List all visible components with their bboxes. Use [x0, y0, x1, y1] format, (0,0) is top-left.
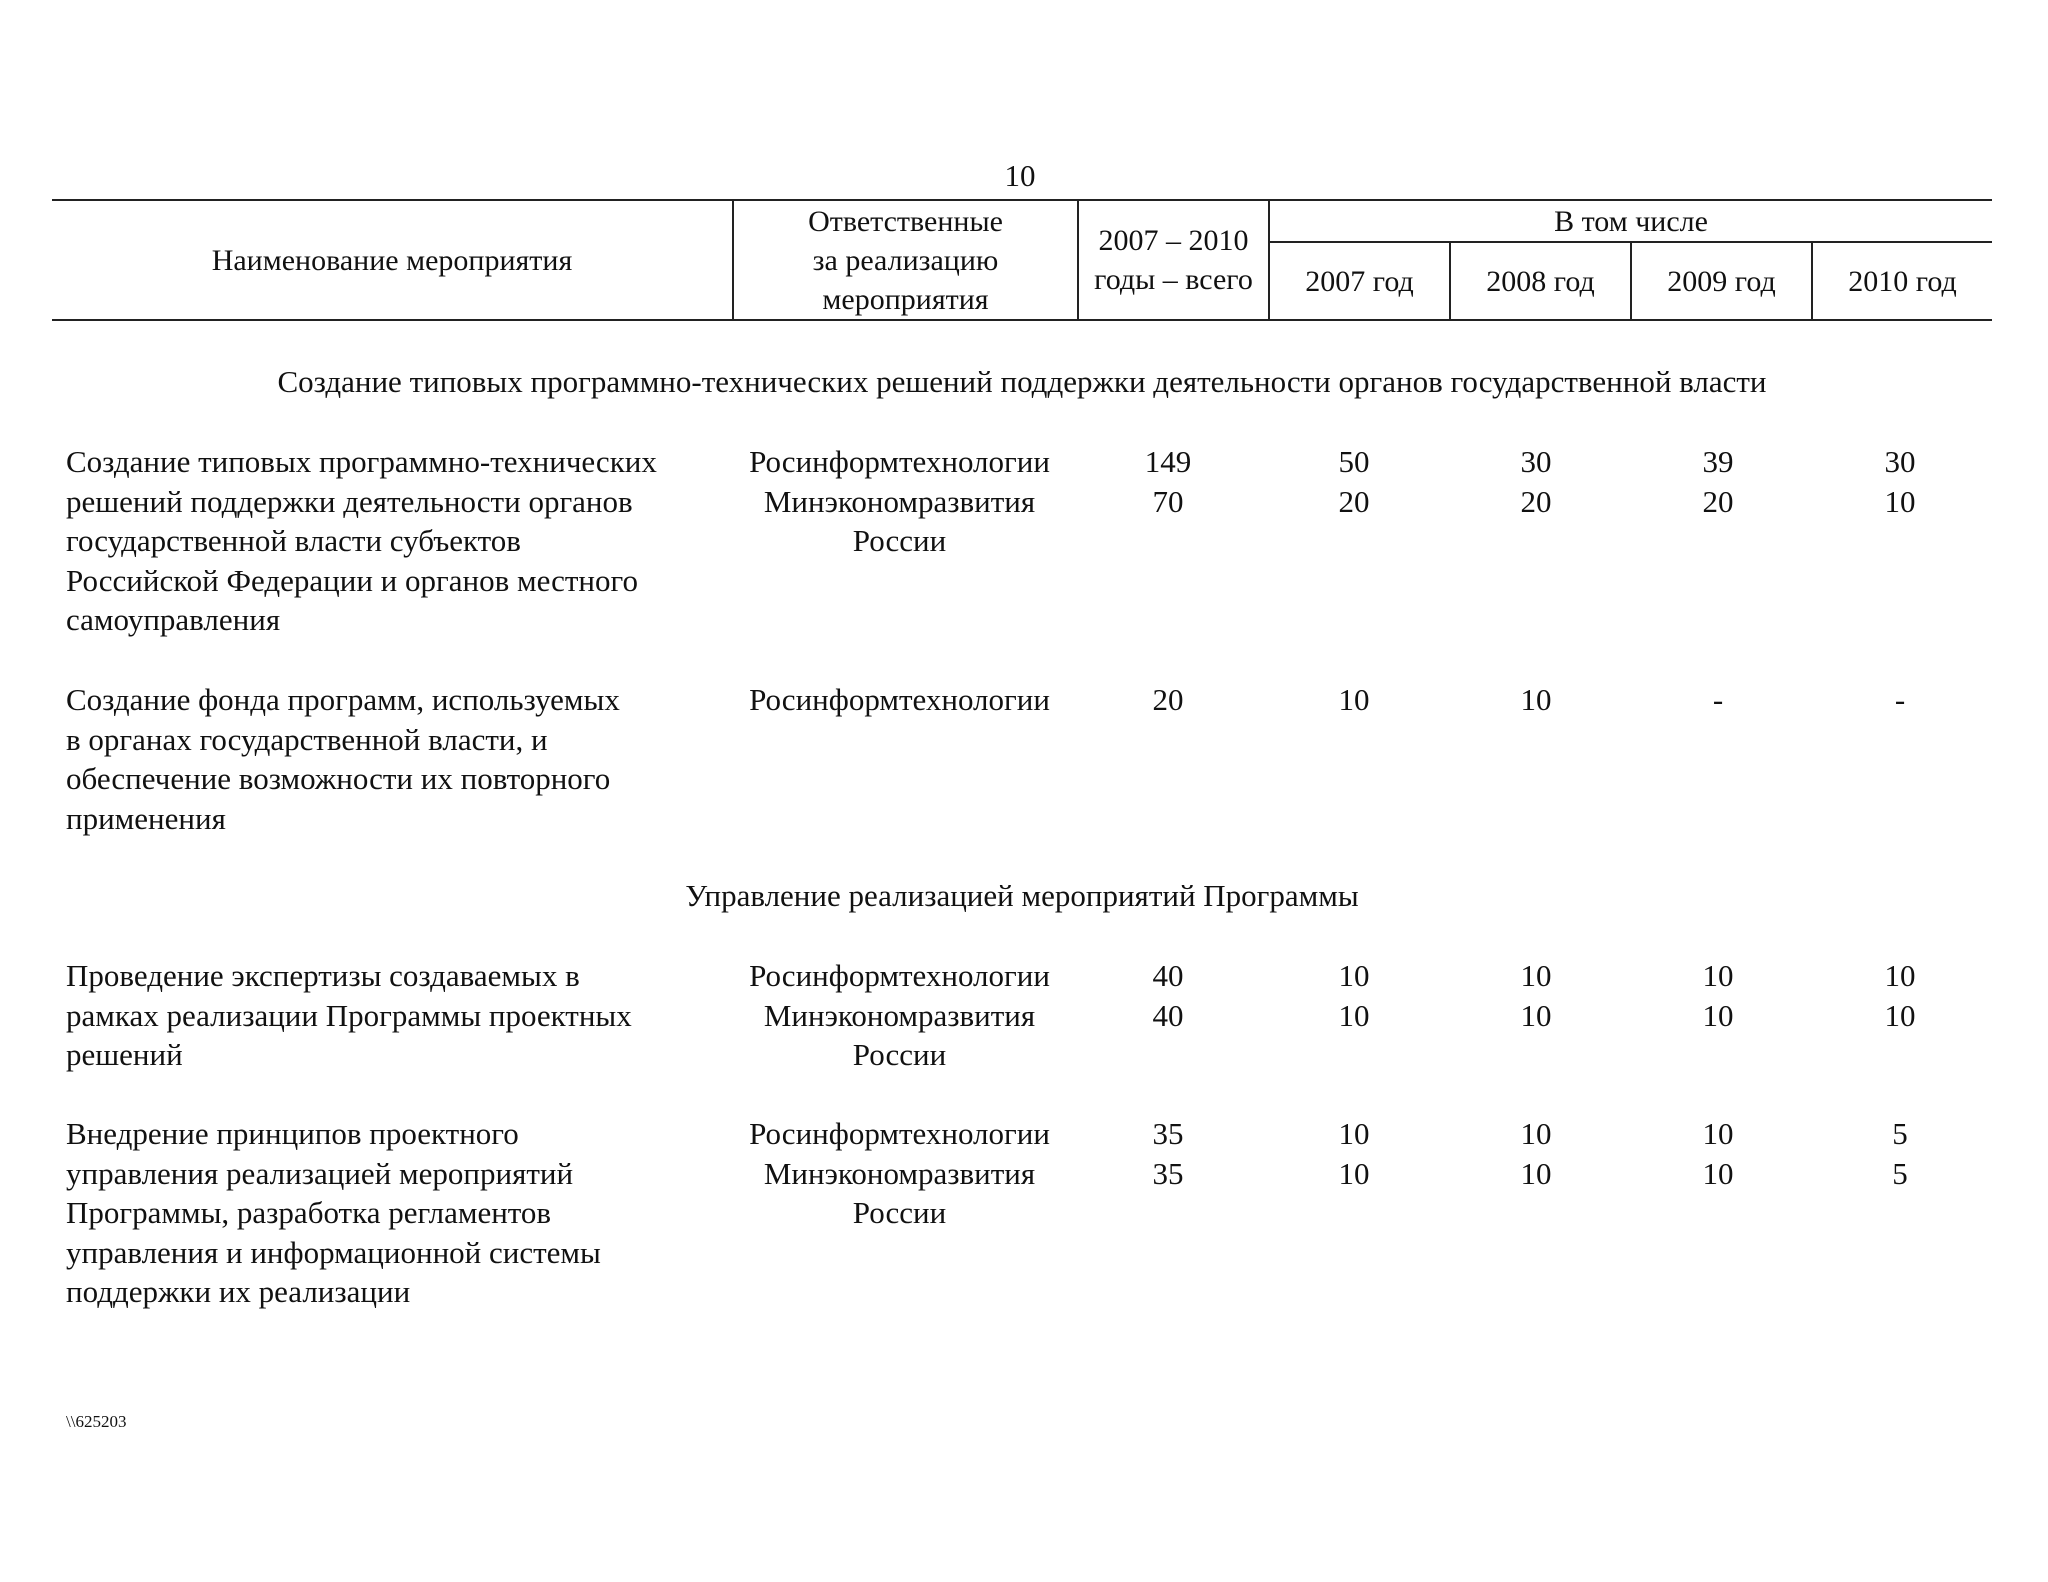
row-2007 [1274, 956, 1434, 1035]
row-total [1088, 442, 1248, 521]
row-name-line: государственной власти субъектов [66, 523, 521, 558]
row-2010-value: 5 [1892, 1116, 1908, 1151]
row-responsible-line: России [852, 1195, 947, 1230]
section-title: Создание типовых программно-технических решений поддержки деятельности органов государственной власти [277, 364, 1767, 399]
header-year-2007: 2007 год [1269, 242, 1450, 320]
row-2009 [1638, 956, 1798, 1035]
row-name-line: самоуправления [66, 602, 281, 637]
row-2009-value: - [1712, 682, 1724, 717]
row-responsible-line: России [852, 523, 947, 558]
header-year-2010: 2010 год [1812, 242, 1992, 320]
table-header [52, 199, 1992, 321]
row-name [66, 956, 726, 1075]
header-responsible-line: Ответственные [808, 204, 1003, 238]
document-id: \\625203 [66, 1412, 127, 1431]
header-year-2008: 2008 год [1450, 242, 1631, 320]
row-2008 [1456, 680, 1616, 720]
row-total-value: 35 [1152, 1155, 1184, 1191]
row-name-line: в органах государственной власти, и [66, 721, 548, 757]
row-name-line: обеспечение возможности их повторного [66, 761, 611, 796]
row-2010-value: 5 [1892, 1155, 1908, 1191]
header-total-line: 2007 – 2010 [1098, 224, 1249, 257]
row-2008-value: 30 [1520, 444, 1552, 479]
row-2008-value: 10 [1520, 1155, 1552, 1191]
row-2008-value: 20 [1520, 483, 1552, 519]
row-name-line: решений поддержки деятельности органов [66, 483, 633, 519]
section-title: Управление реализацией мероприятий Программы [685, 878, 1359, 913]
header-total-column [1078, 200, 1269, 320]
row-2010-value: 10 [1884, 997, 1916, 1033]
row-2007-value: 10 [1338, 1155, 1370, 1191]
row-name-line: Программы, разработка регламентов [66, 1195, 552, 1230]
row-2010-value: 10 [1884, 483, 1916, 519]
row-name-line: Создание фонда программ, используемых [66, 682, 620, 717]
header-responsible-line: за реализацию [812, 243, 999, 277]
row-2010-value: 30 [1884, 444, 1916, 479]
row-2009-value: 10 [1702, 958, 1734, 993]
row-2007-value: 10 [1338, 997, 1370, 1033]
row-responsible-line: Минэкономразвития [763, 1155, 1036, 1191]
row-2009-value: 20 [1702, 483, 1734, 519]
row-responsible-line: Минэкономразвития [763, 483, 1036, 519]
row-2009-value: 10 [1702, 997, 1734, 1033]
row-2007-value: 10 [1338, 1116, 1370, 1151]
row-total-value: 40 [1152, 958, 1184, 993]
row-2010 [1820, 442, 1980, 521]
row-2007 [1274, 680, 1434, 720]
row-2010-value: 10 [1884, 958, 1916, 993]
row-2007 [1274, 442, 1434, 521]
row-total-value: 70 [1152, 483, 1184, 519]
row-2008-value: 10 [1520, 997, 1552, 1033]
row-2008 [1456, 956, 1616, 1035]
row-name-line: Российской Федерации и органов местного [66, 562, 638, 598]
row-2010 [1820, 680, 1980, 720]
row-2008-value: 10 [1520, 958, 1552, 993]
row-2009 [1638, 1114, 1798, 1193]
row-2009 [1638, 442, 1798, 521]
row-2007-value: 50 [1338, 444, 1370, 479]
page-number: 10 [1004, 158, 1036, 193]
row-2007-value: 10 [1338, 958, 1370, 993]
row-total-value: 35 [1152, 1116, 1184, 1151]
row-2008-value: 10 [1520, 682, 1552, 717]
row-name-line: Внедрение принципов проектного [66, 1116, 519, 1151]
row-2010-value: - [1894, 682, 1906, 717]
row-name [66, 1114, 726, 1312]
row-responsible-line: Росинформтехнологии [749, 444, 1050, 479]
row-total [1088, 1114, 1248, 1193]
row-responsible-line: Минэкономразвития [763, 997, 1036, 1033]
row-name-line: рамках реализации Программы проектных [66, 997, 632, 1033]
row-total-value: 149 [1144, 444, 1192, 479]
row-name-line: управления и информационной системы [66, 1234, 601, 1270]
row-2009 [1638, 680, 1798, 720]
row-name-line: применения [66, 800, 226, 836]
row-2009-value: 10 [1702, 1116, 1734, 1151]
row-responsible-line: Росинформтехнологии [749, 682, 1050, 717]
row-responsible-line: Росинформтехнологии [749, 1116, 1050, 1151]
row-name [66, 442, 726, 640]
row-name-line: управления реализацией мероприятий [66, 1155, 574, 1191]
row-total-value: 20 [1152, 682, 1184, 717]
row-responsible-line: России [852, 1037, 947, 1072]
row-2008 [1456, 442, 1616, 521]
header-responsible-column [733, 200, 1078, 320]
row-responsible [727, 680, 1072, 720]
row-name-line: Создание типовых программно-технических [66, 444, 657, 479]
row-2007-value: 20 [1338, 483, 1370, 519]
header-responsible-line: мероприятия [822, 282, 989, 316]
row-name-line: Проведение экспертизы создаваемых в [66, 958, 580, 993]
row-2007-value: 10 [1338, 682, 1370, 717]
row-responsible [727, 442, 1072, 561]
row-2009-value: 10 [1702, 1155, 1734, 1191]
row-total [1088, 956, 1248, 1035]
header-including: В том числе [1269, 200, 1992, 242]
row-2010 [1820, 1114, 1980, 1193]
row-responsible [727, 956, 1072, 1075]
header-name-column: Наименование мероприятия [52, 200, 733, 320]
row-2008 [1456, 1114, 1616, 1193]
row-2010 [1820, 956, 1980, 1035]
header-year-2009: 2009 год [1631, 242, 1812, 320]
row-responsible [727, 1114, 1072, 1233]
row-2008-value: 10 [1520, 1116, 1552, 1151]
row-name-line: поддержки их реализации [66, 1274, 411, 1309]
header-total-line: годы – всего [1094, 263, 1253, 296]
row-2009-value: 39 [1702, 444, 1734, 479]
row-name [66, 680, 726, 838]
row-total [1088, 680, 1248, 720]
row-responsible-line: Росинформтехнологии [749, 958, 1050, 993]
row-total-value: 40 [1152, 997, 1184, 1033]
row-2007 [1274, 1114, 1434, 1193]
row-name-line: решений [66, 1037, 183, 1072]
